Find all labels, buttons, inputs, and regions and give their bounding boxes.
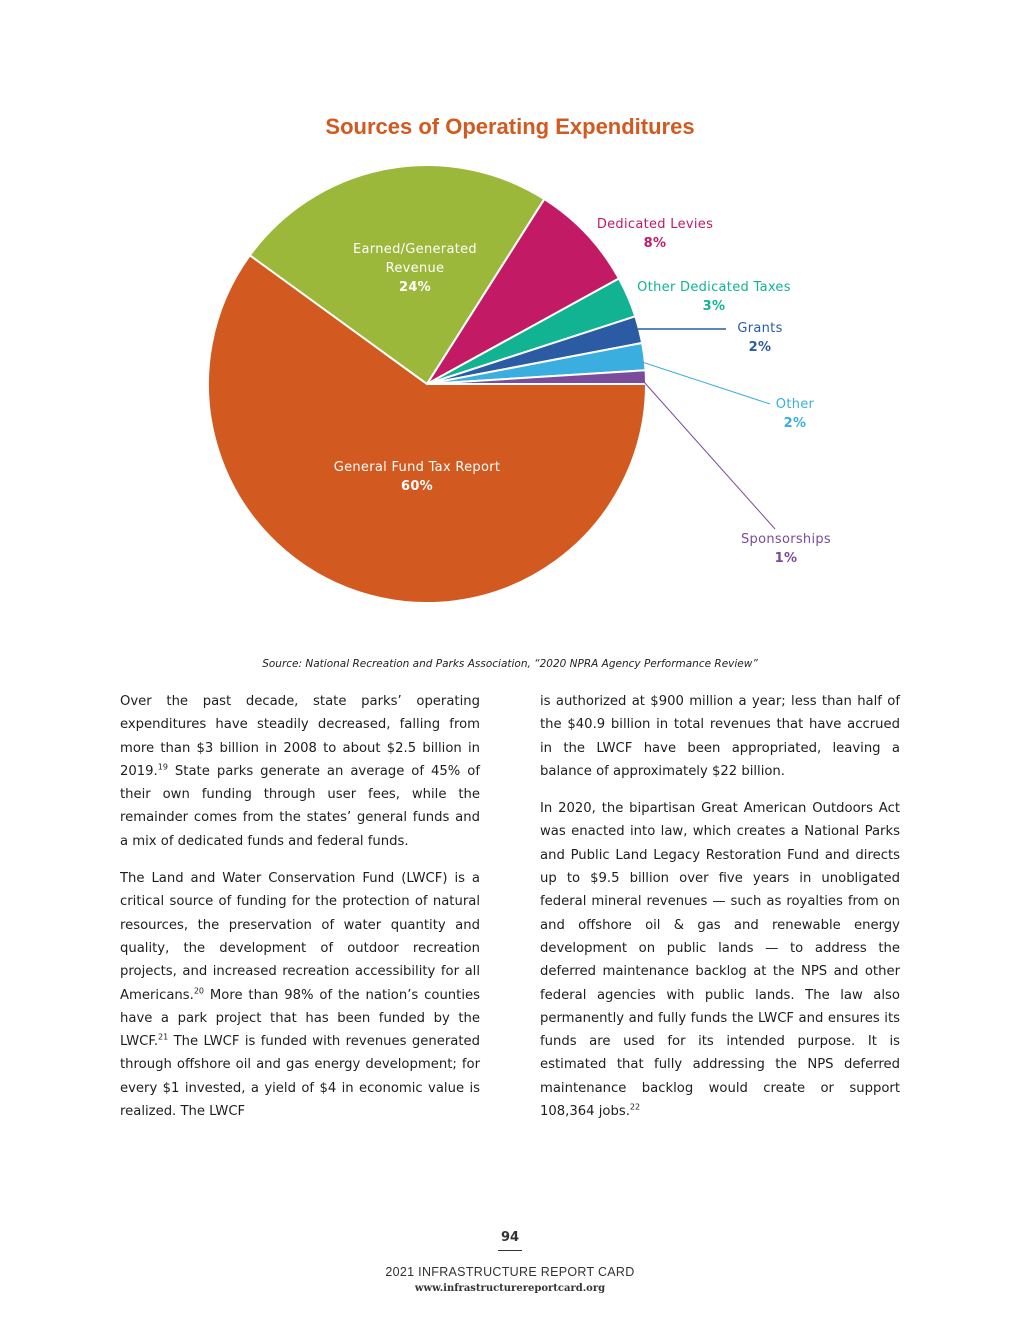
label-earned-line1: Earned/Generated (353, 242, 477, 257)
text-column-left (120, 690, 480, 1137)
label-grants-pct: 2% (748, 340, 772, 355)
label-taxes-pct: 3% (702, 299, 726, 314)
label-grants-name: Grants (737, 321, 783, 336)
footnote-ref: 20 (193, 986, 205, 996)
label-general-line1: General Fund Tax Report (333, 460, 501, 475)
label-levies-pct: 8% (643, 236, 667, 251)
chart-title: Sources of Operating Expenditures (325, 114, 695, 139)
label-earned-line2: Revenue (385, 261, 445, 276)
page-number-rule (498, 1250, 522, 1251)
label-dedicated-levies (570, 215, 740, 253)
footnote-ref: 22 (629, 1102, 641, 1112)
label-other-dedicated-taxes (624, 278, 804, 316)
label-general-fund (307, 458, 527, 496)
text: In 2020, the bipartisan Great American Outdoors Act was enacted into law, which creates a National Parks and Public Land Legacy Restoration Fund and directs up to $9.5 billion over five years in unobligated federal mineral revenues — such as royalties from on and offshore oil & gas and renewable energy development on public lands — to address the deferred maintenance backlog at the NPS and other federal agencies with public lands. The law also permanently and fully funds the LWCF and ensures its funds are used for its intended purpose. It is estimated that fully addressing the NPS deferred maintenance backlog would create or support 108,364 jobs. (540, 801, 900, 1120)
footnote-ref: 19 (157, 762, 168, 772)
label-other-pct: 2% (783, 416, 807, 431)
paragraph: is authorized at $900 million a year; less than half of the $40.9 billion in total revenues that have accrued in the LWCF have been appropriated, leaving a balance of approximately $22 billion. (540, 694, 900, 779)
footer-url[interactable]: www.infrastructurereportcard.org (414, 1283, 606, 1294)
paragraph (120, 867, 480, 1123)
label-grants (720, 319, 800, 357)
pie-chart (0, 0, 1020, 640)
page-number: 94 (500, 1230, 520, 1245)
text: More than 98% of the nation’s counties have a park project that has been funded by the LWCF. (120, 987, 480, 1050)
text: State parks generate an average of 45% of their own funding through user fees, while the remainder comes from the states’ general funds and a mix of dedicated funds and federal funds. (120, 763, 480, 849)
label-earned-revenue (320, 240, 510, 297)
label-sponsorships-name: Sponsorships (740, 532, 832, 547)
label-taxes-name: Other Dedicated Taxes (637, 280, 791, 295)
footer-title: 2021 INFRASTRUCTURE REPORT CARD (385, 1265, 635, 1279)
label-earned-pct: 24% (398, 280, 432, 295)
text: Over the past decade, state parks’ operating expenditures have steadily decreased, falling from more than $3 billion in 2008 to about $2.5 billion in 2019. (120, 694, 480, 779)
label-other (755, 395, 835, 433)
label-other-name: Other (775, 397, 815, 412)
text: The Land and Water Conservation Fund (LWCF) is a critical source of funding for the protection of natural resources, the preservation of water quantity and quality, the development of outdoor recreation projects, and increased recreation accessibility for all Americans. (120, 871, 480, 1003)
label-general-pct: 60% (400, 479, 434, 494)
chart-source: Source: National Recreation and Parks Association, “2020 NPRA Agency Performance Review” (262, 658, 758, 670)
leader-line-other (642, 362, 770, 404)
paragraph (540, 797, 900, 1123)
label-sponsorships-pct: 1% (774, 551, 798, 566)
paragraph (120, 690, 480, 853)
text: The LWCF is funded with revenues generated through offshore oil and gas energy development; for every $1 invested, a yield of $4 in economic value is realized. The LWCF (120, 1034, 480, 1120)
text-column-right (540, 690, 900, 1137)
footnote-ref: 21 (158, 1032, 169, 1042)
label-levies-name: Dedicated Levies (596, 217, 714, 232)
label-sponsorships (726, 530, 846, 568)
